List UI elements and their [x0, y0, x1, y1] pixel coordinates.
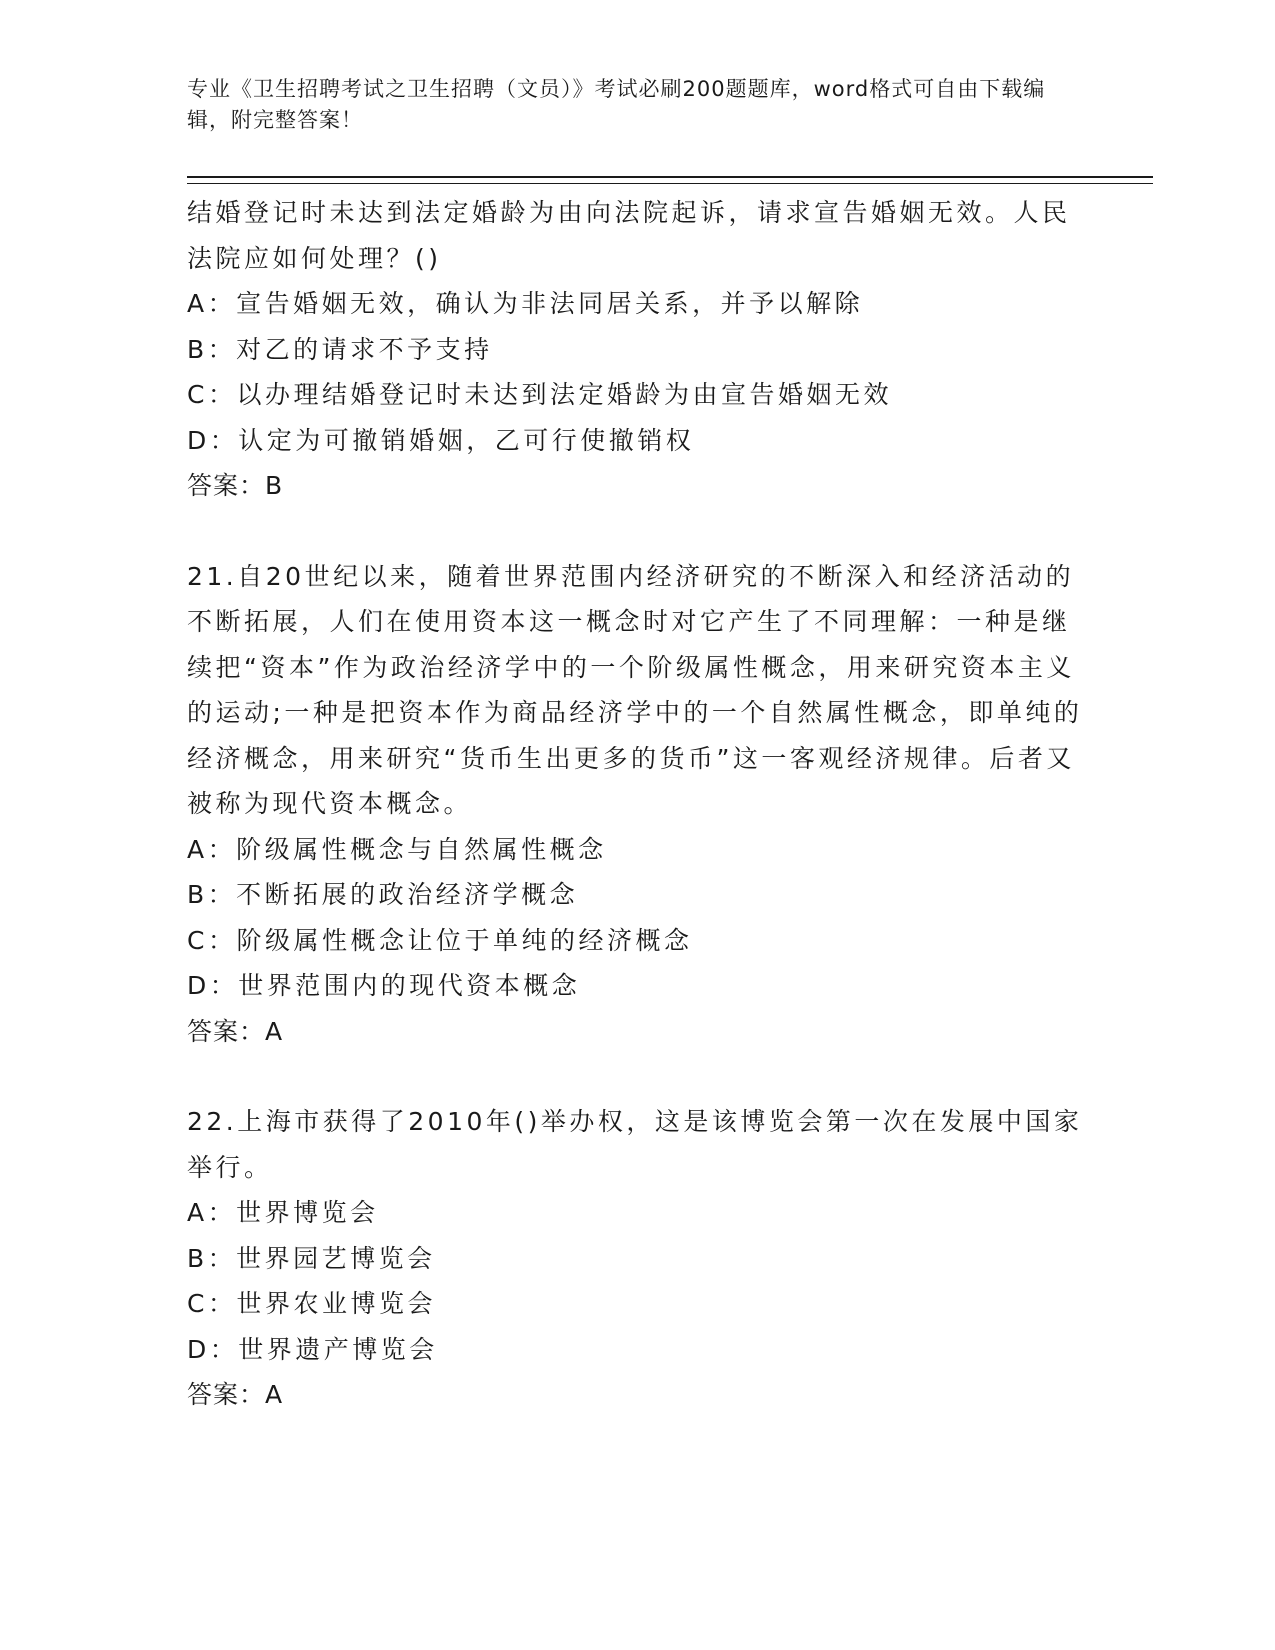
question-item [187, 554, 1087, 1055]
option-d: D：世界范围内的现代资本概念 [187, 971, 581, 1000]
header-divider-thick [187, 176, 1153, 178]
question-stem: 21.自20世纪以来，随着世界范围内经济研究的不断深入和经济活动的不断拓展，人们在使用资本这一概念时对它产生了不同理解：一种是继续把“资本”作为政治经济学中的一个阶级属性概念，用来研究资本主义的运动;一种是把资本作为商品经济学中的一个自然属性概念，即单纯的经济概念，用来研究“货币生出更多的货币”这一客观经济规律。后者又被称为现代资本概念。 [187, 561, 1083, 818]
option-a: A：世界博览会 [187, 1198, 379, 1227]
option-c: C：以办理结婚登记时未达到法定婚龄为由宣告婚姻无效 [187, 380, 892, 409]
question-stem: 结婚登记时未达到法定婚龄为由向法院起诉，请求宣告婚姻无效。人民法院应如何处理？() [187, 198, 1071, 273]
option-c: C：阶级属性概念让位于单纯的经济概念 [187, 925, 693, 955]
option-b: B：不断拓展的政治经济学概念 [187, 880, 579, 909]
question-list [187, 190, 1087, 1418]
option-c: C：世界农业博览会 [187, 1289, 436, 1318]
option-b: B：对乙的请求不予支持 [187, 334, 493, 364]
option-b: B：世界园艺博览会 [187, 1243, 436, 1273]
question-stem: 22.上海市获得了2010年()举办权，这是该博览会第一次在发展中国家举行。 [187, 1107, 1083, 1182]
answer-line: 答案：A [187, 1380, 284, 1409]
answer-line: 答案：A [187, 1016, 284, 1046]
option-d: D：世界遗产博览会 [187, 1334, 438, 1364]
document-header: 专业《卫生招聘考试之卫生招聘（文员）》考试必刷200题题库，word格式可自由下载编辑，附完整答案！ [187, 77, 1046, 132]
question-item [187, 1099, 1087, 1418]
answer-line: 答案：B [187, 471, 284, 500]
question-item [187, 190, 1087, 509]
header-divider-thin [187, 183, 1153, 184]
option-a: A：阶级属性概念与自然属性概念 [187, 834, 607, 864]
option-a: A：宣告婚姻无效，确认为非法同居关系，并予以解除 [187, 289, 864, 318]
option-d: D：认定为可撤销婚姻，乙可行使撤销权 [187, 425, 695, 455]
